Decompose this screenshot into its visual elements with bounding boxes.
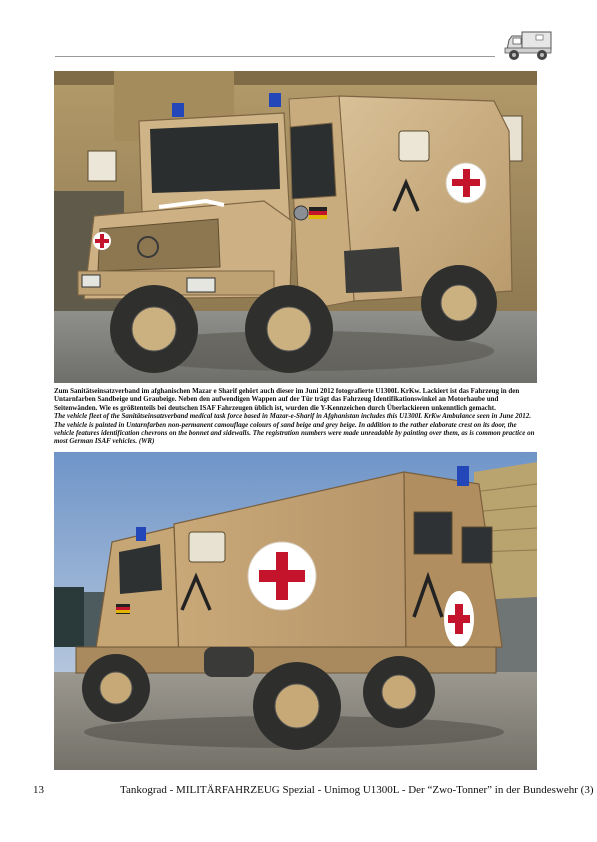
caption-english: The vehicle fleet of the Sanitätseinsatzverband medical task force based in Mazar-e-Sharif in Afghanistan includes this U1300L KrKw Ambulance seen in June 2012. The vehicle is painted in Untarnfarben non-permanent camouflage colours of sand beige and grey beige. In addition to the rather elaborate crest on its door, the vehicle features identification chevrons on the bonnet and sidewalls. The registration numbers were made unreadable by painting over them, as is common practice on most German ISAF vehicles. (WR) bbox=[54, 412, 535, 446]
caption-german: Zum Sanitätseinsatzverband im afghanischen Mazar e Sharif gehört auch dieser im Juni 2012 fotografierte U1300L KrKw. Lackiert ist das Fahrzeug in den Untarnfarben Sandbeige und Graubeige. Neben den aufwendigen Wappen auf der Tür trägt das Fahrzeug Identifikationswinkel an Motorhaube und Seitenwänden. Wie es größtenteils bei deutschen ISAF Fahrzeugen üblich ist, wurden die Y-Kennzeichen durch Überlackieren unkenntlich gemacht. bbox=[54, 387, 520, 412]
photo-caption bbox=[54, 387, 537, 446]
header-rule bbox=[55, 56, 495, 57]
photo-ambulance-front bbox=[54, 71, 537, 383]
page-number: 13 bbox=[33, 784, 44, 796]
photo-ambulance-rear bbox=[54, 452, 537, 770]
footer-title: Tankograd - MILITÄRFAHRZEUG Spezial - Unimog U1300L - Der “Zwo-Tonner” in der Bundeswehr (3) bbox=[120, 784, 594, 796]
unimog-truck-icon bbox=[502, 28, 554, 62]
